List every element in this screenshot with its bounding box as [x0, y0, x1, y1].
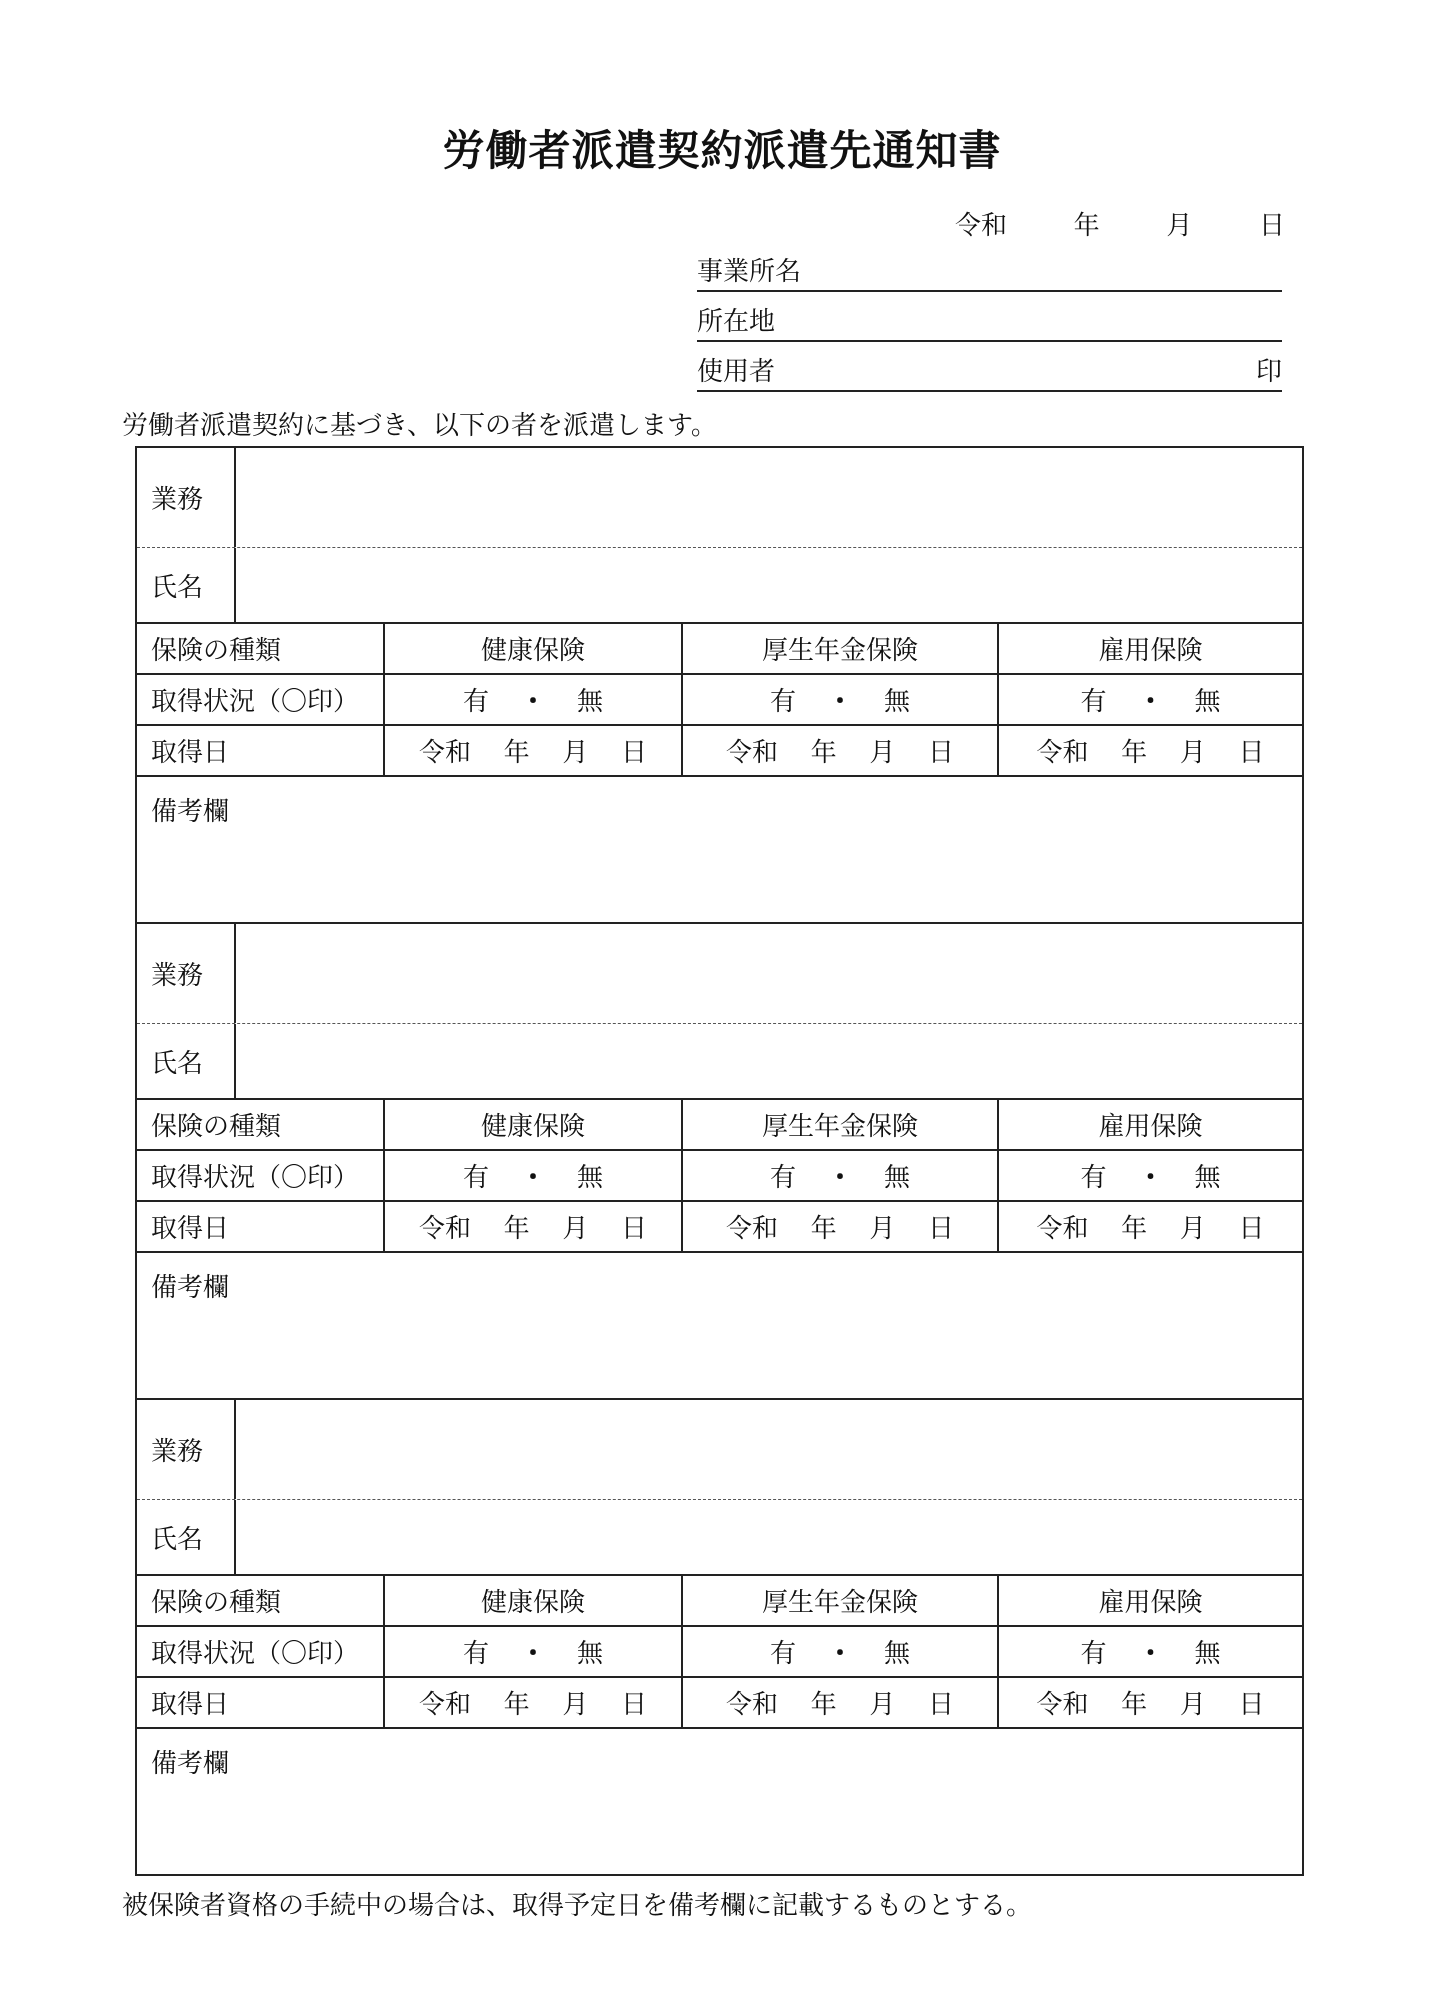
status-yes[interactable]: 有 — [770, 687, 797, 717]
acq-year: 年 — [1121, 1690, 1148, 1720]
status-dot: ・ — [826, 1639, 853, 1669]
status-row — [137, 675, 1302, 726]
status-yes[interactable]: 有 — [463, 1163, 490, 1193]
acq-year: 年 — [810, 1214, 837, 1244]
acq-day: 日 — [927, 1214, 954, 1244]
pension-acq-date-cell[interactable] — [683, 1202, 999, 1251]
gyomu-row — [137, 924, 1302, 1024]
employment-insurance-header: 雇用保険 — [1098, 1112, 1203, 1142]
acq-month: 月 — [562, 1214, 589, 1244]
acq-day: 日 — [1238, 738, 1265, 768]
seal-label: 印 — [1255, 357, 1282, 387]
employer-field[interactable] — [697, 352, 1282, 392]
status-no[interactable]: 無 — [883, 687, 910, 717]
name-label: 氏名 — [137, 1024, 236, 1098]
employment-acq-date-cell[interactable] — [999, 1202, 1302, 1251]
name-row — [137, 1500, 1302, 1576]
acq-month: 月 — [869, 1214, 896, 1244]
gyomu-row — [137, 448, 1302, 548]
pension-acq-date-cell[interactable] — [683, 1678, 999, 1727]
status-yes[interactable]: 有 — [770, 1639, 797, 1669]
acq-month: 月 — [562, 1690, 589, 1720]
status-dot: ・ — [519, 1639, 546, 1669]
gyomu-label: 業務 — [137, 448, 236, 547]
employer-label: 使用者 — [697, 357, 776, 387]
gyomu-input-cell[interactable] — [236, 448, 1302, 547]
acq-date-row — [137, 726, 1302, 777]
gyomu-label: 業務 — [137, 924, 236, 1023]
acq-year: 年 — [1121, 1214, 1148, 1244]
status-row — [137, 1151, 1302, 1202]
pension-status-cell[interactable] — [683, 1627, 999, 1676]
worker-block-2 — [137, 922, 1302, 1398]
employment-insurance-header: 雇用保険 — [1098, 636, 1203, 666]
date-year: 年 — [1073, 211, 1100, 241]
acq-era: 令和 — [419, 738, 472, 768]
insurance-type-label: 保険の種類 — [137, 1576, 385, 1625]
address-field[interactable] — [697, 302, 1282, 342]
pension-status-cell[interactable] — [683, 675, 999, 724]
acq-era: 令和 — [726, 738, 779, 768]
status-dot: ・ — [826, 687, 853, 717]
worker-block-3 — [137, 1398, 1302, 1874]
status-no[interactable]: 無 — [883, 1163, 910, 1193]
acq-year: 年 — [810, 738, 837, 768]
status-no[interactable]: 無 — [883, 1639, 910, 1669]
status-yes[interactable]: 有 — [1080, 1639, 1107, 1669]
gyomu-input-cell[interactable] — [236, 924, 1302, 1023]
acq-month: 月 — [1179, 738, 1206, 768]
status-yes[interactable]: 有 — [1080, 687, 1107, 717]
status-no[interactable]: 無 — [1194, 687, 1221, 717]
acq-day: 日 — [620, 1214, 647, 1244]
dispatch-form-table — [135, 446, 1304, 1876]
status-dot: ・ — [1137, 687, 1164, 717]
insurance-type-row — [137, 624, 1302, 675]
status-yes[interactable]: 有 — [463, 1639, 490, 1669]
status-row — [137, 1627, 1302, 1678]
employment-insurance-header: 雇用保険 — [1098, 1588, 1203, 1618]
status-yes[interactable]: 有 — [770, 1163, 797, 1193]
status-label: 取得状況（〇印） — [137, 1151, 385, 1200]
pension-insurance-header: 厚生年金保険 — [683, 624, 999, 673]
acq-day: 日 — [1238, 1690, 1265, 1720]
health-status-cell[interactable] — [385, 1151, 683, 1200]
acq-day: 日 — [1238, 1214, 1265, 1244]
issue-date — [955, 205, 1285, 242]
status-yes[interactable]: 有 — [463, 687, 490, 717]
acq-day: 日 — [927, 738, 954, 768]
acq-month: 月 — [1179, 1214, 1206, 1244]
status-dot: ・ — [519, 687, 546, 717]
pension-insurance-header: 厚生年金保険 — [683, 1100, 999, 1149]
health-acq-date-cell[interactable] — [385, 726, 683, 775]
footer-note: 被保険者資格の手続中の場合は、取得予定日を備考欄に記載するものとする。 — [122, 1891, 1033, 1921]
pension-insurance-header: 厚生年金保険 — [683, 1576, 999, 1625]
name-label: 氏名 — [137, 1500, 236, 1574]
gyomu-row — [137, 1400, 1302, 1500]
acq-month: 月 — [869, 1690, 896, 1720]
status-dot: ・ — [1137, 1639, 1164, 1669]
acq-era: 令和 — [726, 1690, 779, 1720]
acq-year: 年 — [1121, 738, 1148, 768]
acq-date-row — [137, 1202, 1302, 1253]
status-no[interactable]: 無 — [1194, 1163, 1221, 1193]
insurance-type-label: 保険の種類 — [137, 624, 385, 673]
pension-acq-date-cell[interactable] — [683, 726, 999, 775]
acq-year: 年 — [503, 738, 530, 768]
name-input-cell[interactable] — [236, 1500, 1302, 1574]
acq-date-label: 取得日 — [137, 1202, 385, 1251]
insurance-type-row — [137, 1576, 1302, 1627]
name-row — [137, 1024, 1302, 1100]
office-name-field[interactable] — [697, 252, 1282, 292]
status-dot: ・ — [1137, 1163, 1164, 1193]
acq-month: 月 — [869, 738, 896, 768]
name-input-cell[interactable] — [236, 1024, 1302, 1098]
employment-status-cell[interactable] — [999, 675, 1302, 724]
document-title: 労働者派遣契約派遣先通知書 — [442, 126, 1002, 175]
employment-acq-date-cell[interactable] — [999, 1678, 1302, 1727]
acq-day: 日 — [620, 1690, 647, 1720]
pension-status-cell[interactable] — [683, 1151, 999, 1200]
name-label: 氏名 — [137, 548, 236, 622]
acq-month: 月 — [1179, 1690, 1206, 1720]
status-yes[interactable]: 有 — [1080, 1163, 1107, 1193]
remarks-label: 備考欄 — [151, 1273, 230, 1303]
name-row — [137, 548, 1302, 624]
status-no[interactable]: 無 — [576, 687, 603, 717]
acq-year: 年 — [810, 1690, 837, 1720]
health-acq-date-cell[interactable] — [385, 1202, 683, 1251]
acq-year: 年 — [503, 1690, 530, 1720]
acq-day: 日 — [620, 738, 647, 768]
acq-era: 令和 — [419, 1690, 472, 1720]
office-name-label: 事業所名 — [697, 257, 802, 287]
date-day: 日 — [1258, 211, 1285, 241]
insurance-type-label: 保険の種類 — [137, 1100, 385, 1149]
acq-day: 日 — [927, 1690, 954, 1720]
health-insurance-header: 健康保険 — [385, 624, 683, 673]
remarks-label: 備考欄 — [151, 797, 230, 827]
insurance-type-row — [137, 1100, 1302, 1151]
intro-text: 労働者派遣契約に基づき、以下の者を派遣します。 — [122, 411, 717, 441]
worker-block-1 — [137, 448, 1302, 922]
health-insurance-header: 健康保険 — [385, 1576, 683, 1625]
health-status-cell[interactable] — [385, 1627, 683, 1676]
remarks-row[interactable] — [137, 1729, 1302, 1874]
acq-year: 年 — [503, 1214, 530, 1244]
remarks-label: 備考欄 — [151, 1749, 230, 1779]
employment-status-cell[interactable] — [999, 1151, 1302, 1200]
gyomu-label: 業務 — [137, 1400, 236, 1499]
employment-acq-date-cell[interactable] — [999, 726, 1302, 775]
acq-era: 令和 — [1036, 1690, 1089, 1720]
status-dot: ・ — [826, 1163, 853, 1193]
status-label: 取得状況（〇印） — [137, 1627, 385, 1676]
acq-date-label: 取得日 — [137, 726, 385, 775]
acq-date-label: 取得日 — [137, 1678, 385, 1727]
name-input-cell[interactable] — [236, 548, 1302, 622]
status-label: 取得状況（〇印） — [137, 675, 385, 724]
gyomu-input-cell[interactable] — [236, 1400, 1302, 1499]
employment-status-cell[interactable] — [999, 1627, 1302, 1676]
status-no[interactable]: 無 — [576, 1639, 603, 1669]
health-status-cell[interactable] — [385, 675, 683, 724]
acq-era: 令和 — [1036, 1214, 1089, 1244]
acq-date-row — [137, 1678, 1302, 1729]
remarks-row[interactable] — [137, 777, 1302, 922]
status-no[interactable]: 無 — [576, 1163, 603, 1193]
date-era: 令和 — [955, 211, 1008, 241]
health-insurance-header: 健康保険 — [385, 1100, 683, 1149]
health-acq-date-cell[interactable] — [385, 1678, 683, 1727]
acq-era: 令和 — [726, 1214, 779, 1244]
status-no[interactable]: 無 — [1194, 1639, 1221, 1669]
date-month: 月 — [1166, 211, 1193, 241]
address-label: 所在地 — [697, 307, 776, 337]
acq-era: 令和 — [419, 1214, 472, 1244]
remarks-row[interactable] — [137, 1253, 1302, 1398]
status-dot: ・ — [519, 1163, 546, 1193]
acq-month: 月 — [562, 738, 589, 768]
acq-era: 令和 — [1036, 738, 1089, 768]
